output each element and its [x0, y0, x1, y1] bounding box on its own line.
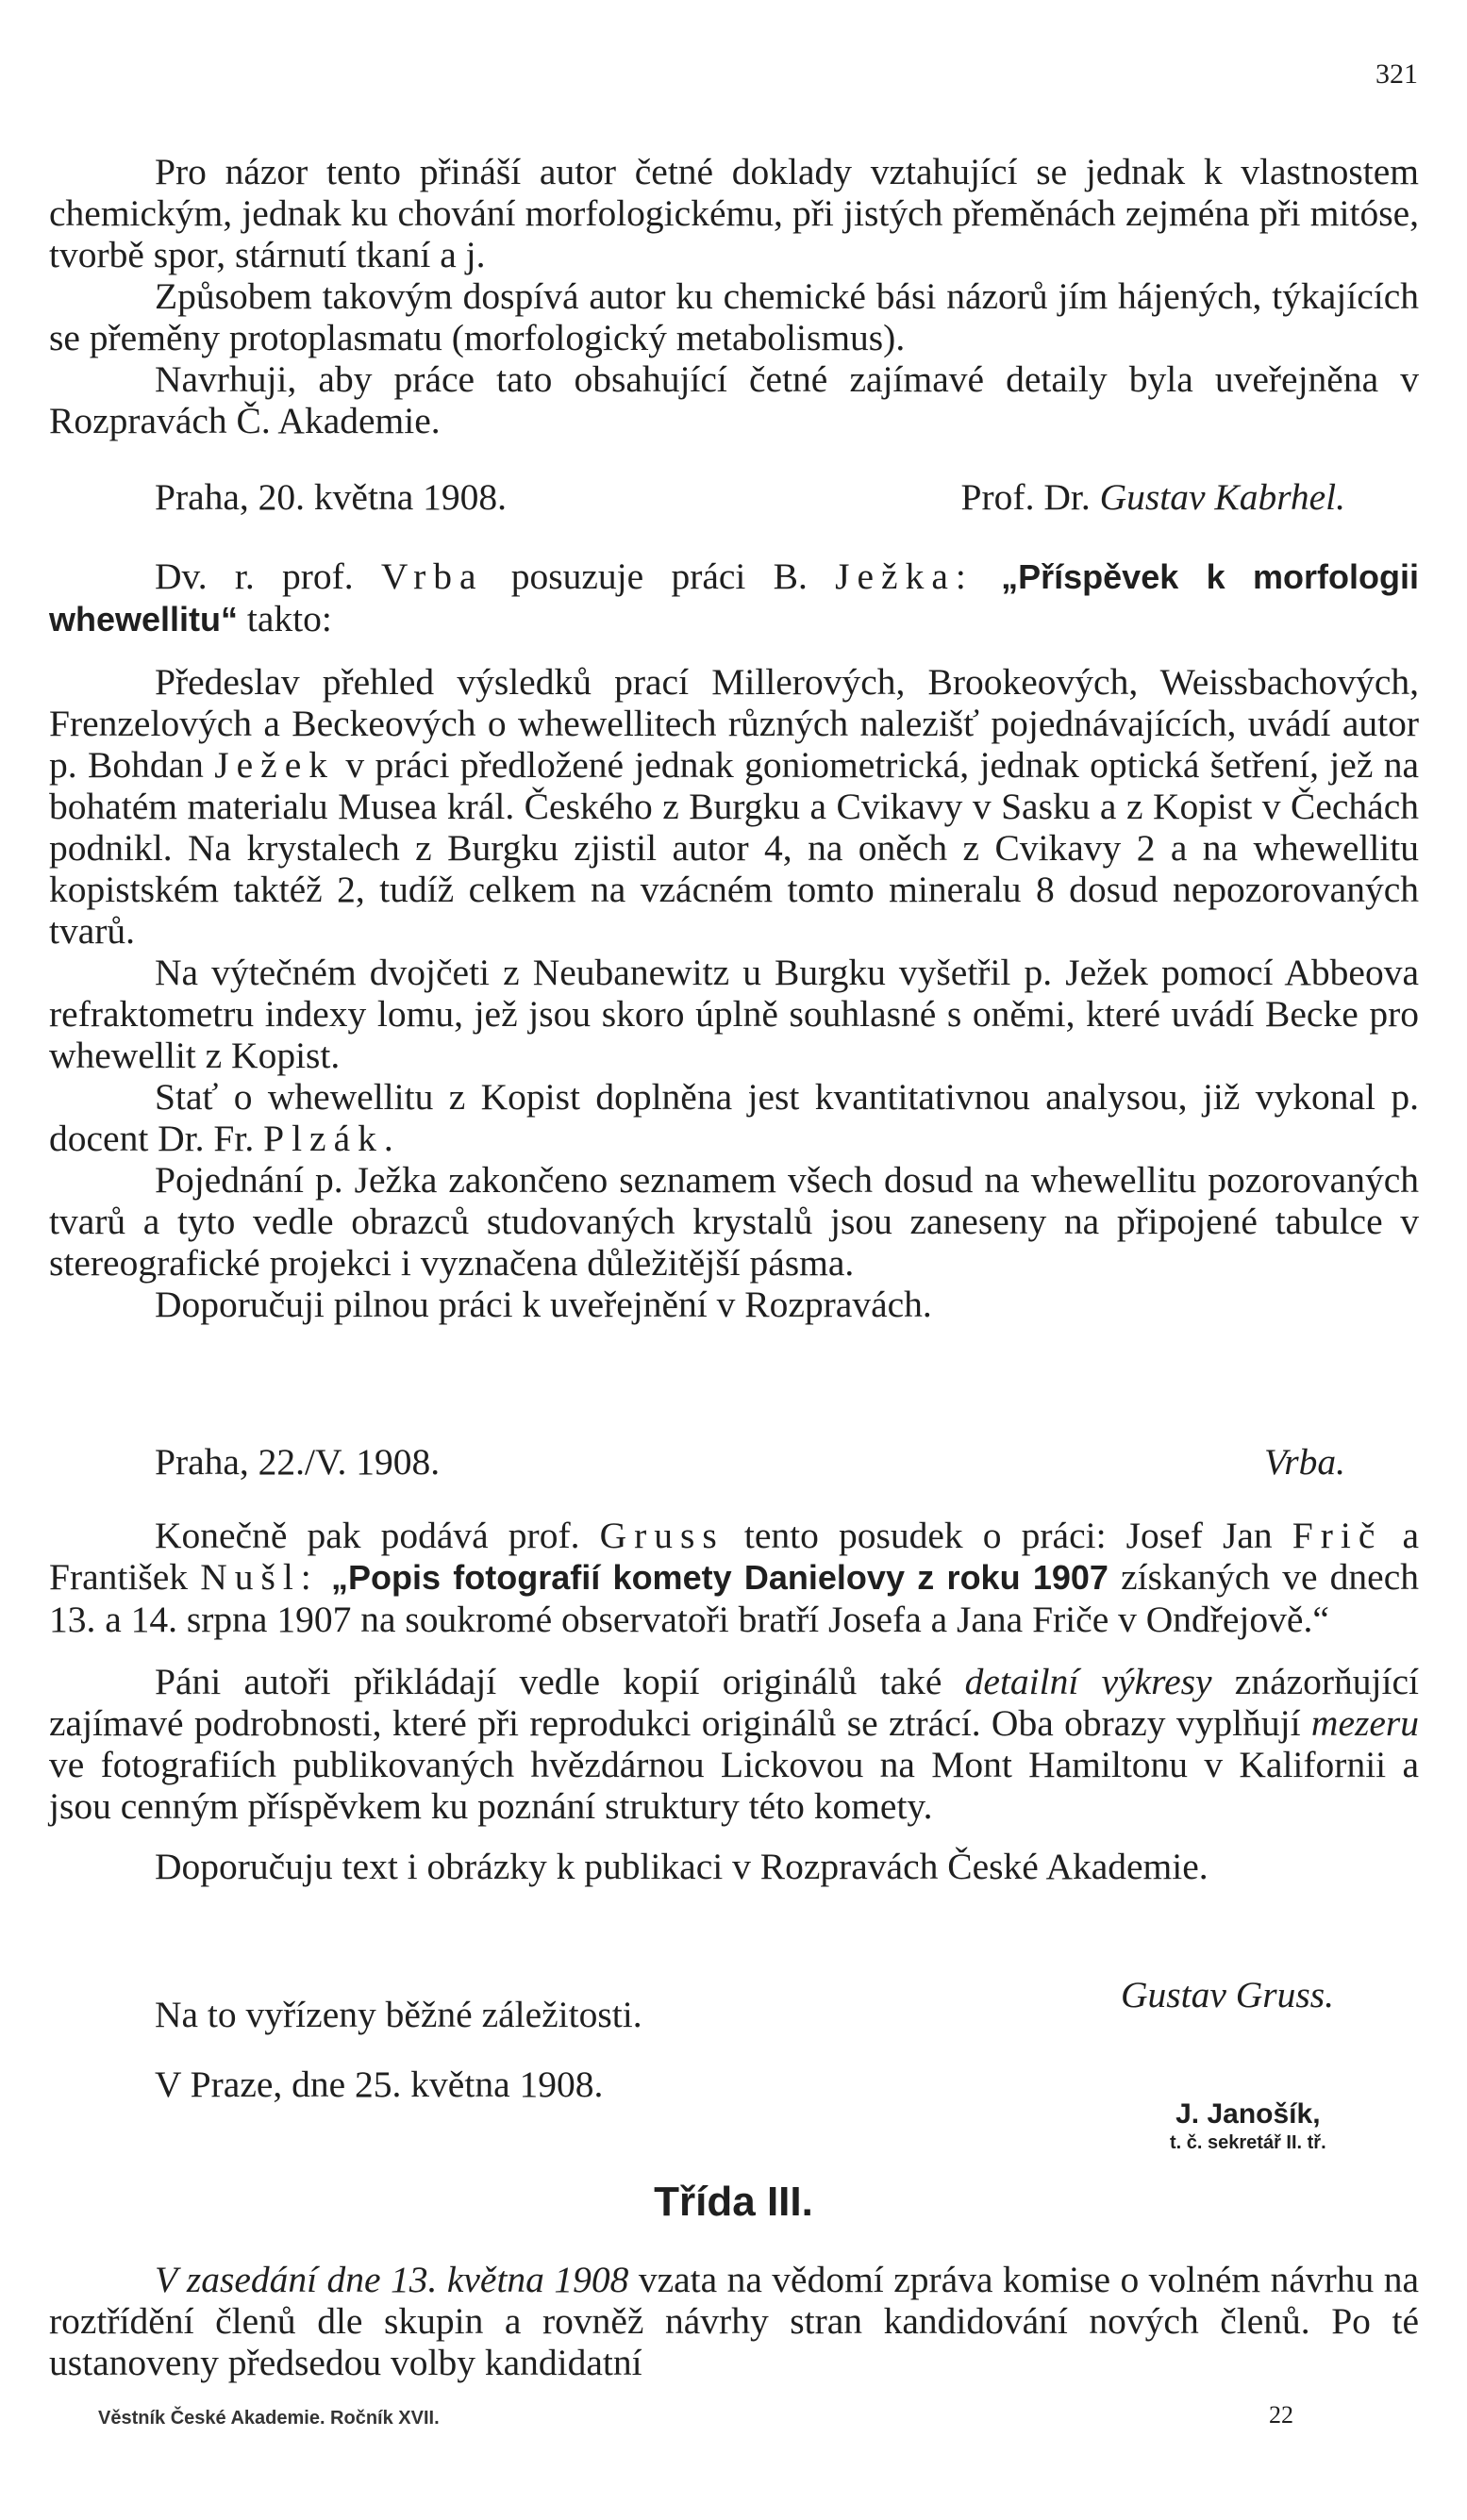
text: znázorňující zajímavé podrobnosti, které při reprodukci originálů se ztrácí. Oba obrazy vyplňují — [49, 1661, 1420, 1744]
reviewer-name: Gruss — [599, 1515, 725, 1556]
text: ve fotografiích publikovaných hvězdárnou Lickovou na Mont Hamiltonu v Kalifornii a jsou cenným příspěvkem ku poznání struktury této komety. — [49, 1744, 1419, 1827]
paragraph — [49, 1661, 1419, 1827]
person-name: Plzák. — [263, 1118, 401, 1159]
paragraph — [49, 661, 1419, 952]
text: Dv. r. prof. — [155, 555, 354, 597]
signature-name: Gustav Kabrhel. — [1099, 476, 1345, 518]
secretary-role: t. č. sekretář II. tř. — [1170, 2132, 1326, 2153]
paragraph — [49, 555, 1419, 640]
footer-journal: Věstník České Akademie. Ročník XVII. — [98, 2408, 440, 2429]
text: vzata na vědomí zpráva komise o volném návrhu na roztřídění členů dle skupin a rovněž návrhy stran kandidování nových členů. Po té ustanoveny předsedou volby kandidatní — [49, 2259, 1419, 2383]
secretary-name: J. Janošík, — [1175, 2098, 1321, 2130]
text: získaných ve dnech 13. a 14. srpna 1907 na soukromé observatoři bratří Josefa a Jana Friče v Ondřejově.“ — [49, 1556, 1420, 1640]
work-title: „Popis fotografií komety Danielovy z roku 1907 — [330, 1558, 1109, 1597]
author-name: Ježka: — [835, 555, 974, 597]
closing-line: Na to vyřízeny běžné záležitosti. — [155, 1994, 642, 2035]
footer-signature-mark: 22 — [1269, 2401, 1293, 2429]
text: Předeslav přehled výsledků prací Millerových, Brookeových, Weissbachových, Frenzelových a Beckeových o whewellitech různých nalezišť pojednávajících, uvádí autor p. Bohdan — [49, 661, 1419, 786]
signature — [961, 475, 1345, 519]
paragraph: Způsobem takovým dospívá autor ku chemické bási názorů jím hájených, týkajících se přeměny protoplasmatu (morfologický metabolismus). — [49, 275, 1419, 358]
class-three-section — [49, 2259, 1419, 2383]
text: v práci předložené jednak goniometrická, jednak optická šetření, jež na bohatém materialu Musea král. Českého z Burgku a Cvikavy v Sasku a z Kopist v Čechách podnikl. Na krystalech z Burgku zjistil autor 4, na oněch z Cvikavy 2 a na whewellitu kopistském taktéž 2, tudíž celkem na vzácném tomto mineralu 8 dosud nepozorovaných tvarů. — [49, 744, 1420, 952]
emphasis: detailní výkresy — [964, 1661, 1212, 1702]
text: tento posudek o práci: Josef Jan — [743, 1515, 1273, 1556]
review-kabrhel — [49, 151, 1419, 441]
work-title: „Příspěvek k morfologii whewellitu“ — [49, 557, 1420, 638]
text: a František — [49, 1515, 1420, 1598]
text: takto: — [246, 598, 332, 639]
paragraph: Pojednání p. Ježka zakončeno seznamem všech dosud na whewellitu pozorovaných tvarů a tyto vedle obrazců studovaných krystalů jsou zaneseny na připojené tabulce v stereografické projekci i vyznačena důležitější pásma. — [49, 1159, 1419, 1284]
place-date: Praha, 20. května 1908. — [155, 476, 507, 518]
review-vrba — [49, 555, 1419, 1325]
emphasis: mezeru — [1310, 1702, 1420, 1744]
text: posuzuje práci B. — [510, 555, 808, 597]
paragraph: Pro názor tento přináší autor četné doklady vztahující se jednak k vlastnostem chemickým, jednak ku chování morfologickému, při jistých přeměnách zejména při mitóse, tvorbě spor, stárnutí tkaní a j. — [49, 151, 1419, 275]
paragraph: Doporučuji pilnou práci k uveřejnění v Rozpravách. — [155, 1284, 932, 1325]
closing-date: V Praze, dne 25. května 1908. — [155, 2064, 604, 2105]
section-heading: Třída III. — [654, 2179, 813, 2225]
paragraph — [49, 1515, 1419, 1640]
signature-name: Gustav Gruss. — [1121, 1974, 1335, 2015]
author-name: Frič — [1292, 1515, 1383, 1556]
signature-name: Vrba. — [1264, 1441, 1345, 1483]
place-date: Praha, 22./V. 1908. — [155, 1441, 441, 1483]
signature-title: Prof. Dr. — [960, 476, 1091, 518]
paragraph: Na výtečném dvojčeti z Neubanewitz u Burgku vyšetřil p. Ježek pomocí Abbeova refraktometru indexy lomu, jež jsou skoro úplně souhlasné s oněmi, které uvádí Becke pro whewellit z Kopist. — [49, 952, 1419, 1076]
paragraph — [49, 2259, 1419, 2383]
text: Páni autoři přikládají vedle kopií originálů také — [155, 1661, 942, 1702]
review-gruss — [49, 1515, 1419, 1887]
reviewer-name: Vrba — [380, 555, 484, 597]
text: Konečně pak podává prof. — [155, 1515, 580, 1556]
secretary-signature — [1170, 2098, 1326, 2154]
emphasis: V zasedání dne 13. května 1908 — [155, 2259, 629, 2300]
paragraph — [49, 1076, 1419, 1159]
page-number: 321 — [1375, 58, 1418, 90]
paragraph: Doporučuju text i obrázky k publikaci v Rozpravách České Akademie. — [155, 1846, 1209, 1887]
author-name: Nušl: — [200, 1556, 319, 1598]
text: Stať o whewellitu z Kopist doplněna jest kvantitativnou analysou, již vykonal p. docent Dr. Fr. — [49, 1076, 1419, 1159]
signature-line — [155, 1440, 1345, 1484]
author-name: Ježek — [214, 744, 335, 786]
signature-line — [155, 475, 1345, 519]
paragraph: Navrhuji, aby práce tato obsahující četné zajímavé detaily byla uveřejněna v Rozpravách Č. Akademie. — [49, 358, 1419, 441]
